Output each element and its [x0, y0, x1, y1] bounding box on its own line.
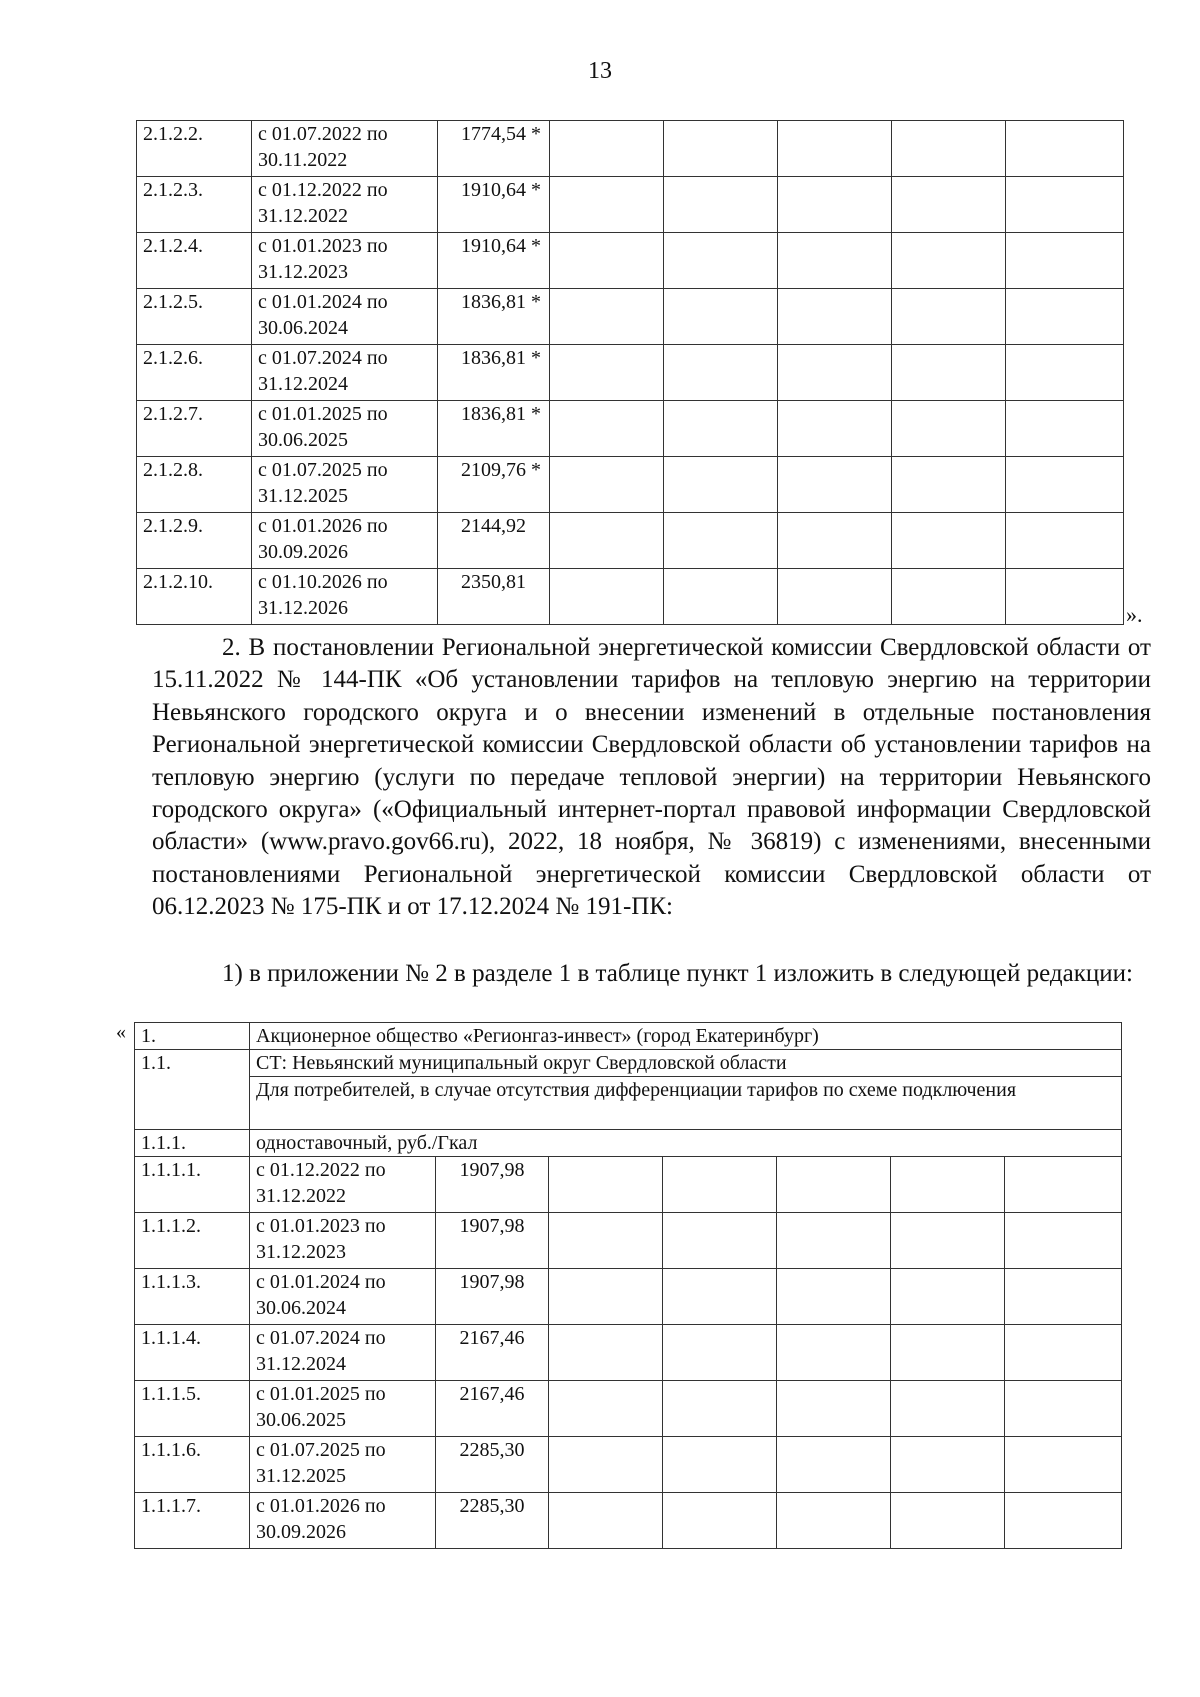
empty-cell — [778, 513, 892, 569]
empty-cell — [778, 401, 892, 457]
row-period: с 01.07.2025 по 31.12.2025 — [252, 457, 438, 513]
row-tariff-value: 2285,30 — [436, 1437, 549, 1493]
table-row — [135, 1213, 1122, 1269]
row-number: 1.1.1.1. — [135, 1157, 250, 1213]
empty-cell — [778, 233, 892, 289]
empty-cell — [777, 1437, 891, 1493]
row-number: 1.1.1.7. — [135, 1493, 250, 1549]
page-number: 13 — [588, 58, 612, 84]
empty-cell — [891, 1213, 1005, 1269]
empty-cell — [664, 177, 778, 233]
empty-cell — [663, 1157, 777, 1213]
table-row — [137, 569, 1124, 625]
empty-cell — [550, 569, 664, 625]
empty-cell — [664, 569, 778, 625]
empty-cell — [1006, 345, 1124, 401]
row-tariff-value: 2109,76 * — [438, 457, 550, 513]
row-period: с 01.01.2023 по 31.12.2023 — [250, 1213, 436, 1269]
paragraph-2-text: 2. В постановлении Региональной энергетической комиссии Свердловской области от 15.11.2022 № 144-ПК «Об установлении тарифов на тепловую энергию на территории Невьянского городского округа и о внесении изменений в отдельные постановления Региональной энергетической комиссии Свердловской области об установлении тарифов на тепловую энергию (услуги по передаче тепловой энергии) на территории Невьянского городского округа» («Официальный интернет-портал правовой информации Свердловской области» (www.pravo.gov66.ru), 2022, 18 ноября, № 36819) с изменениями, внесенными постановлениями Региональной энергетической комиссии Свердловской области от 06.12.2023 № 175-ПК и от 17.12.2024 № 191-ПК: — [152, 634, 1151, 921]
empty-cell — [892, 121, 1006, 177]
empty-cell — [892, 177, 1006, 233]
empty-cell — [664, 401, 778, 457]
empty-cell — [663, 1269, 777, 1325]
empty-cell — [891, 1269, 1005, 1325]
empty-cell — [549, 1269, 663, 1325]
empty-cell — [1006, 121, 1124, 177]
row-number: 2.1.2.4. — [137, 233, 252, 289]
row-period: с 01.07.2022 по 30.11.2022 — [252, 121, 438, 177]
empty-cell — [1005, 1493, 1122, 1549]
empty-cell — [550, 457, 664, 513]
row-period: с 01.01.2026 по 30.09.2026 — [250, 1493, 436, 1549]
row-number: 1.1.1.6. — [135, 1437, 250, 1493]
table-row — [135, 1325, 1122, 1381]
row-number: 2.1.2.8. — [137, 457, 252, 513]
empty-cell — [778, 121, 892, 177]
row-number: 1.1.1.5. — [135, 1381, 250, 1437]
row-tariff-value: 2167,46 — [436, 1325, 549, 1381]
empty-cell — [892, 233, 1006, 289]
table-row — [135, 1493, 1122, 1549]
row-tariff-value: 1774,54 * — [438, 121, 550, 177]
empty-cell — [1006, 513, 1124, 569]
empty-cell — [777, 1493, 891, 1549]
empty-cell — [778, 177, 892, 233]
empty-cell — [892, 513, 1006, 569]
empty-cell — [1006, 177, 1124, 233]
empty-cell — [664, 513, 778, 569]
empty-cell — [1005, 1437, 1122, 1493]
empty-cell — [664, 457, 778, 513]
row-period: с 01.12.2022 по 31.12.2022 — [250, 1157, 436, 1213]
empty-cell — [891, 1381, 1005, 1437]
row-tariff-value: 1907,98 — [436, 1157, 549, 1213]
org-name: Акционерное общество «Регионгаз-инвест» (город Екатеринбург) — [250, 1023, 1122, 1050]
empty-cell — [664, 233, 778, 289]
row-tariff-value: 1910,64 * — [438, 177, 550, 233]
org-row — [135, 1023, 1122, 1050]
empty-cell — [892, 457, 1006, 513]
empty-cell — [663, 1213, 777, 1269]
row-number: 2.1.2.10. — [137, 569, 252, 625]
system-name: СТ: Невьянский муниципальный округ Свердловской области — [250, 1050, 1122, 1077]
empty-cell — [891, 1493, 1005, 1549]
row-period: с 01.07.2024 по 31.12.2024 — [250, 1325, 436, 1381]
row-number: 2.1.2.6. — [137, 345, 252, 401]
table-row — [137, 401, 1124, 457]
empty-cell — [892, 345, 1006, 401]
row-number: 2.1.2.5. — [137, 289, 252, 345]
empty-cell — [891, 1325, 1005, 1381]
empty-cell — [778, 457, 892, 513]
empty-cell — [663, 1493, 777, 1549]
row-number: 1.1.1.3. — [135, 1269, 250, 1325]
empty-cell — [664, 289, 778, 345]
empty-cell — [777, 1325, 891, 1381]
empty-cell — [1006, 289, 1124, 345]
empty-cell — [1005, 1381, 1122, 1437]
row-tariff-value: 2167,46 — [436, 1381, 549, 1437]
rate-row — [135, 1130, 1122, 1157]
empty-cell — [778, 569, 892, 625]
tariff-table-continuation — [136, 120, 1124, 625]
table-row — [135, 1381, 1122, 1437]
empty-cell — [549, 1213, 663, 1269]
table-row — [137, 345, 1124, 401]
empty-cell — [1006, 401, 1124, 457]
empty-cell — [549, 1493, 663, 1549]
row-number: 2.1.2.3. — [137, 177, 252, 233]
empty-cell — [778, 289, 892, 345]
row-number: 1.1.1.4. — [135, 1325, 250, 1381]
empty-cell — [549, 1381, 663, 1437]
empty-cell — [777, 1157, 891, 1213]
system-row — [135, 1050, 1122, 1077]
table-row — [137, 121, 1124, 177]
row-period: с 01.10.2026 по 31.12.2026 — [252, 569, 438, 625]
row-period: с 01.12.2022 по 31.12.2022 — [252, 177, 438, 233]
row-tariff-value: 1836,81 * — [438, 401, 550, 457]
empty-cell — [663, 1325, 777, 1381]
empty-cell — [550, 289, 664, 345]
empty-cell — [777, 1381, 891, 1437]
rate-name: одноставочный, руб./Гкал — [250, 1130, 1122, 1157]
empty-cell — [550, 121, 664, 177]
row-period: с 01.01.2024 по 30.06.2024 — [250, 1269, 436, 1325]
empty-cell — [663, 1381, 777, 1437]
row-period: с 01.01.2024 по 30.06.2024 — [252, 289, 438, 345]
empty-cell — [550, 345, 664, 401]
empty-cell — [892, 569, 1006, 625]
empty-cell — [1006, 569, 1124, 625]
row-period: с 01.01.2025 по 30.06.2025 — [250, 1381, 436, 1437]
row-number: 2.1.2.9. — [137, 513, 252, 569]
paragraph-item-1 — [152, 958, 1151, 990]
row-number: 2.1.2.7. — [137, 401, 252, 457]
tariff-table-new-edition — [134, 1022, 1122, 1549]
table-row — [137, 177, 1124, 233]
empty-cell — [777, 1213, 891, 1269]
empty-cell — [1006, 457, 1124, 513]
row-tariff-value: 2144,92 — [438, 513, 550, 569]
paragraph-2 — [152, 632, 1151, 924]
row-tariff-value: 1836,81 * — [438, 289, 550, 345]
consumers-row — [135, 1077, 1122, 1130]
paragraph-item-1-text: 1) в приложении № 2 в разделе 1 в таблице пункт 1 изложить в следующей редакции: — [222, 960, 1133, 987]
consumers-text: Для потребителей, в случае отсутствия дифференциации тарифов по схеме подключения — [250, 1077, 1122, 1130]
empty-cell — [891, 1157, 1005, 1213]
opening-quote: « — [116, 1021, 126, 1043]
empty-cell — [1006, 233, 1124, 289]
empty-cell — [549, 1325, 663, 1381]
empty-cell — [550, 177, 664, 233]
row-number: 1.1.1.2. — [135, 1213, 250, 1269]
table-row — [137, 457, 1124, 513]
row-tariff-value: 1910,64 * — [438, 233, 550, 289]
empty-cell — [1005, 1213, 1122, 1269]
row-period: с 01.07.2025 по 31.12.2025 — [250, 1437, 436, 1493]
row-period: с 01.07.2024 по 31.12.2024 — [252, 345, 438, 401]
row-tariff-value: 1907,98 — [436, 1213, 549, 1269]
empty-cell — [549, 1157, 663, 1213]
table-row — [135, 1157, 1122, 1213]
empty-cell — [1005, 1325, 1122, 1381]
table-row — [137, 233, 1124, 289]
rate-number: 1.1.1. — [135, 1130, 250, 1157]
row-period: с 01.01.2026 по 30.09.2026 — [252, 513, 438, 569]
table-row — [135, 1437, 1122, 1493]
empty-cell — [892, 401, 1006, 457]
system-number: 1.1. — [135, 1050, 250, 1130]
table-row — [137, 289, 1124, 345]
empty-cell — [778, 345, 892, 401]
row-period: с 01.01.2023 по 31.12.2023 — [252, 233, 438, 289]
empty-cell — [550, 401, 664, 457]
empty-cell — [891, 1437, 1005, 1493]
empty-cell — [664, 345, 778, 401]
row-tariff-value: 1836,81 * — [438, 345, 550, 401]
empty-cell — [1005, 1269, 1122, 1325]
row-period: с 01.01.2025 по 30.06.2025 — [252, 401, 438, 457]
empty-cell — [550, 513, 664, 569]
empty-cell — [664, 121, 778, 177]
row-tariff-value: 2285,30 — [436, 1493, 549, 1549]
empty-cell — [663, 1437, 777, 1493]
empty-cell — [1005, 1157, 1122, 1213]
table-row — [135, 1269, 1122, 1325]
row-tariff-value: 2350,81 — [438, 569, 550, 625]
empty-cell — [777, 1269, 891, 1325]
closing-quote: ». — [1126, 602, 1143, 627]
row-tariff-value: 1907,98 — [436, 1269, 549, 1325]
empty-cell — [549, 1437, 663, 1493]
empty-cell — [550, 233, 664, 289]
empty-cell — [892, 289, 1006, 345]
table-row — [137, 513, 1124, 569]
org-number: 1. — [135, 1023, 250, 1050]
row-number: 2.1.2.2. — [137, 121, 252, 177]
